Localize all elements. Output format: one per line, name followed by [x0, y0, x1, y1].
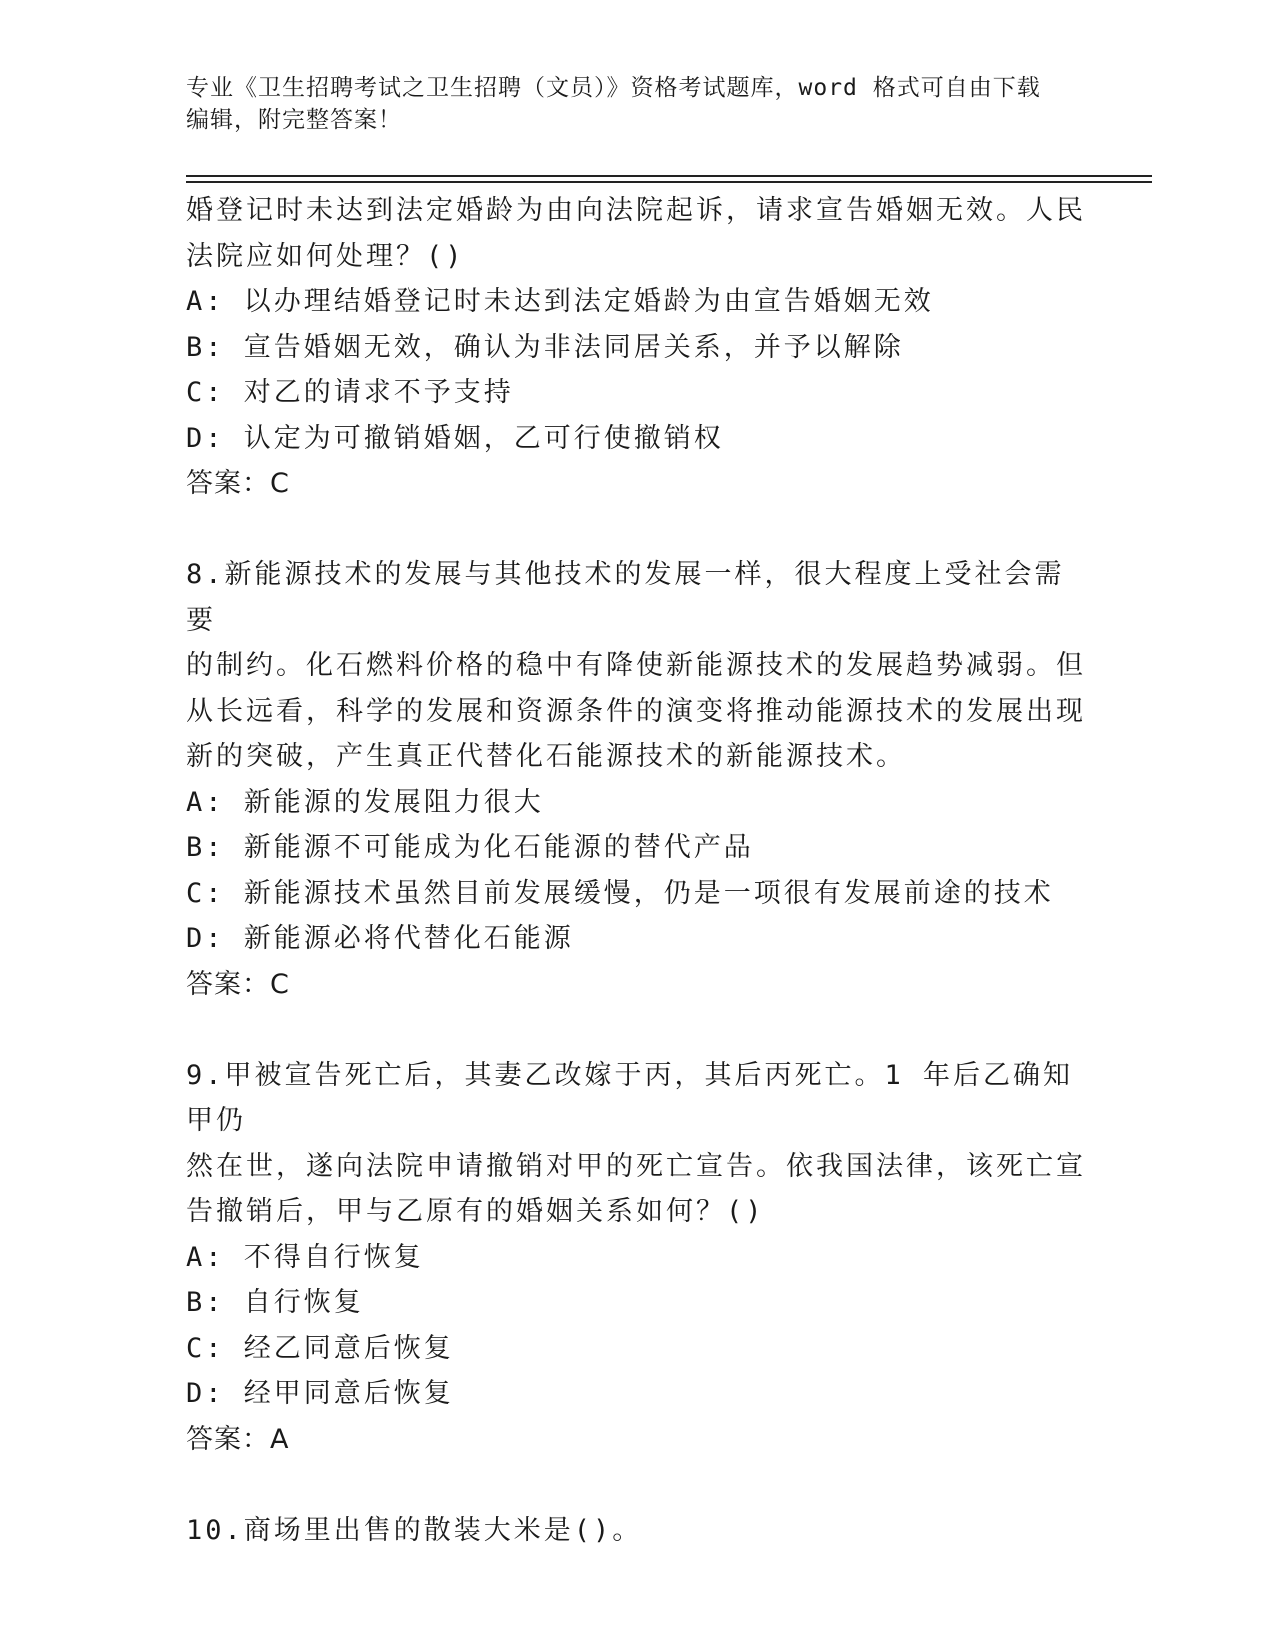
- option-a: A: 不得自行恢复: [186, 1241, 424, 1273]
- option-d: D: 认定为可撤销婚姻，乙可行使撤销权: [186, 422, 724, 454]
- question-text-line: 的制约。化石燃料价格的稳中有降使新能源技术的发展趋势减弱。但: [186, 650, 1086, 681]
- option-b: B: 宣告婚姻无效，确认为非法同居关系，并予以解除: [186, 331, 904, 363]
- question-text-line: 然在世，遂向法院申请撤销对甲的死亡宣告。依我国法律，该死亡宣: [186, 1150, 1086, 1182]
- option-c: C: 新能源技术虽然目前发展缓慢，仍是一项很有发展前途的技术: [186, 877, 1054, 909]
- spacer: [186, 1462, 1086, 1508]
- header-divider-top: [186, 175, 1152, 177]
- option-b: B: 自行恢复: [186, 1287, 364, 1318]
- answer: 答案：C: [186, 968, 290, 1000]
- question-text-line: 告撤销后，甲与乙原有的婚姻关系如何？(): [186, 1196, 765, 1227]
- spacer: [186, 507, 1086, 553]
- question-text-line: 8.新能源技术的发展与其他技术的发展一样，很大程度上受社会需要: [186, 559, 1065, 636]
- option-d: D: 经甲同意后恢复: [186, 1378, 454, 1409]
- option-b: B: 新能源不可能成为化石能源的替代产品: [186, 832, 754, 863]
- document-header: [186, 72, 1066, 136]
- question-list: [186, 188, 1086, 1553]
- option-d: D: 新能源必将代替化石能源: [186, 923, 574, 954]
- header-line-2: 编辑，附完整答案！: [186, 107, 402, 133]
- option-c: C: 对乙的请求不予支持: [186, 377, 514, 408]
- question-text-line: 9.甲被宣告死亡后，其妻乙改嫁于丙，其后丙死亡。1 年后乙确知甲仍: [186, 1059, 1074, 1136]
- header-divider-bottom: [186, 181, 1152, 183]
- question-text-line: 从长远看，科学的发展和资源条件的演变将推动能源技术的发展出现: [186, 695, 1086, 727]
- question-text-line: 新的突破，产生真正代替化石能源技术的新能源技术。: [186, 741, 906, 772]
- question-text-line: 婚登记时未达到法定婚龄为由向法院起诉，请求宣告婚姻无效。人民: [186, 195, 1086, 226]
- question-8: [186, 552, 1086, 1007]
- header-line-1: 专业《卫生招聘考试之卫生招聘（文员）》资格考试题库，word 格式可自由下载: [186, 75, 1041, 101]
- question-10: [186, 1508, 1086, 1554]
- answer: 答案：A: [186, 1423, 290, 1455]
- question-9: [186, 1053, 1086, 1463]
- answer: 答案：C: [186, 468, 290, 499]
- option-a: A: 新能源的发展阻力很大: [186, 786, 544, 818]
- spacer: [186, 1007, 1086, 1053]
- question-text-line: 法院应如何处理？(): [186, 240, 465, 272]
- option-c: C: 经乙同意后恢复: [186, 1332, 454, 1364]
- option-a: A: 以办理结婚登记时未达到法定婚龄为由宣告婚姻无效: [186, 286, 934, 317]
- question-text-line: 10.商场里出售的散装大米是()。: [186, 1514, 643, 1546]
- question-7: [186, 188, 1086, 507]
